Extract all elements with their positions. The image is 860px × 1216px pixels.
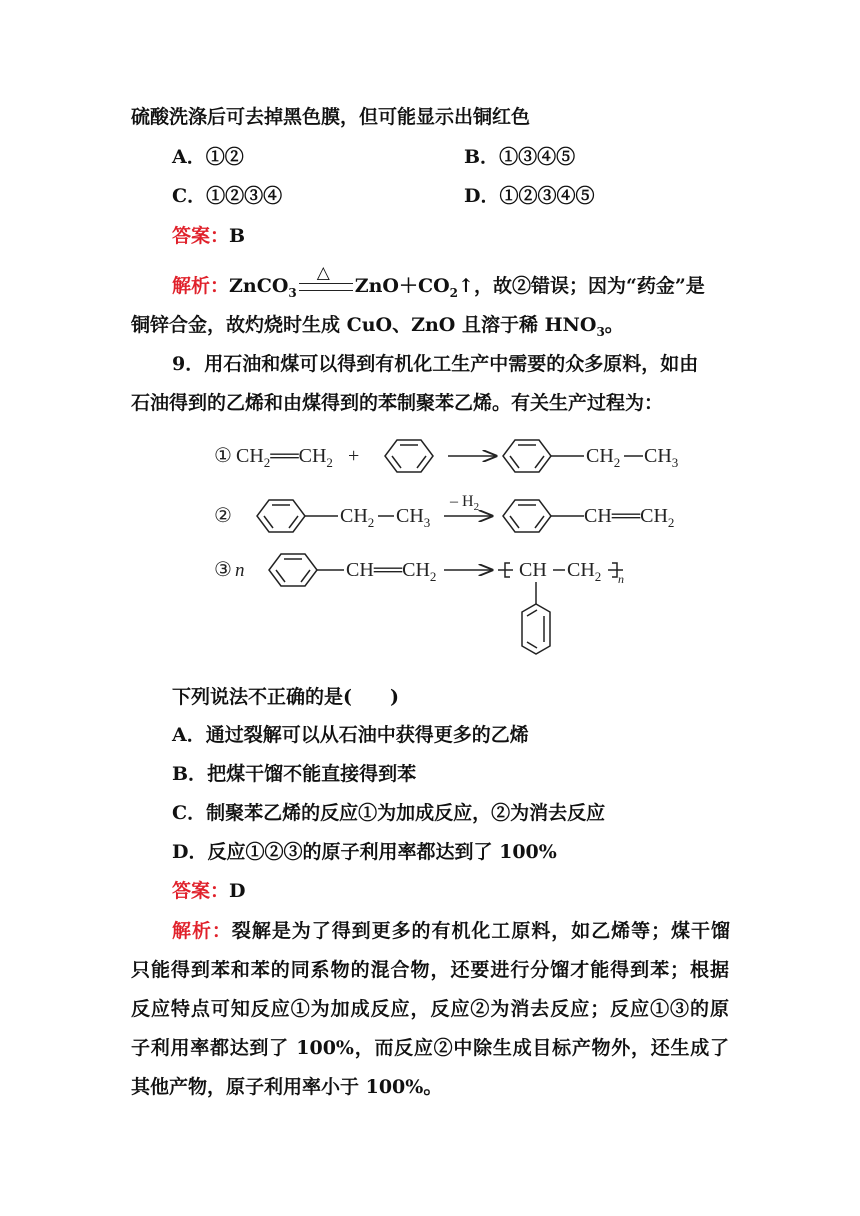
q9-option-b (172, 760, 416, 788)
continuation-line: 硫酸洗涤后可去掉黑色膜，但可能显示出铜红色 (131, 106, 531, 128)
q8-option-a (172, 143, 244, 171)
gas-arrow: ↑ (458, 275, 474, 297)
answer-label: 答案： (172, 880, 230, 902)
q9-analysis-line1 (172, 917, 730, 945)
polystyrene-chain: $CH_2$ (567, 559, 602, 584)
q9-analysis-line2: 只能得到苯和苯的同系物的混合物，还要进行分馏才能得到苯；根据 (131, 959, 729, 981)
q9-option-c (172, 799, 605, 827)
styrene-vinyl: $CH══CH_2$ (584, 505, 675, 530)
option-text: ①②③④⑤ (499, 185, 595, 207)
reaction-scheme (210, 420, 690, 676)
q9-analysis-line4: 子利用率都达到了 100%，而反应②中除生成目标产物外，还生成了 (131, 1037, 729, 1059)
option-label: A． (172, 724, 206, 746)
answer-value: D (229, 880, 246, 902)
analysis-text: 裂解是为了得到更多的有机化工原料，如乙烯等；煤干馏 (231, 920, 730, 942)
benzene-inner-bonds (527, 610, 537, 616)
option-label: B． (172, 763, 208, 785)
answer-value: B (229, 225, 246, 247)
eq-left: ZnCO (229, 275, 289, 297)
analysis-text: 铜锌合金，故灼烧时生成 CuO、ZnO 且溶于稀 HNO (131, 314, 597, 336)
benzene-inner-bonds (527, 642, 537, 648)
reaction-number: ③ (214, 559, 232, 581)
q9-question: 下列说法不正确的是( ) (172, 686, 399, 708)
option-label: C． (172, 185, 207, 207)
q8-option-b (464, 143, 575, 171)
dehydrogenation-condition: – $H_2$ (450, 493, 480, 513)
double-bar (299, 283, 353, 291)
formula-sub: 3 (596, 324, 605, 339)
option-text: ①③④⑤ (499, 146, 576, 168)
option-text: 制聚苯乙烯的反应①为加成反应，②为消去反应 (206, 802, 606, 824)
option-label: C． (172, 802, 207, 824)
option-label: D． (172, 841, 208, 863)
q9-stem-line1: 9．用石油和煤可以得到有机化工生产中需要的众多原料，如由 (172, 353, 699, 375)
reaction-number: ① (214, 445, 232, 467)
plus-sign: + (348, 445, 360, 467)
answer-label: 答案： (172, 225, 230, 247)
ethylbenzene-ch2: $CH_2$ (586, 445, 621, 470)
q9-option-a (172, 721, 529, 749)
q9-analysis-line3: 反应特点可知反应①为加成反应，反应②为消去反应；反应①③的原 (131, 998, 729, 1020)
ethylbenzene-ch2: $CH_2$ (340, 505, 375, 530)
ethylene-formula: $CH_2══CH_2$ (236, 445, 333, 470)
q9-answer (172, 877, 246, 905)
analysis-label: 解析： (172, 920, 232, 942)
styrene-vinyl: $CH══CH_2$ (346, 559, 437, 584)
analysis-label: 解析： (172, 275, 230, 297)
analysis-text: 。 (604, 314, 624, 336)
q9-analysis-line5: 其他产物，原子利用率小于 100%。 (131, 1076, 443, 1098)
eq-sub: 3 (288, 285, 297, 300)
analysis-text: ，故②错误；因为“药金”是 (473, 275, 705, 297)
polystyrene-chain: CH (519, 559, 547, 581)
option-label: B． (464, 146, 500, 168)
option-text: 把煤干馏不能直接得到苯 (207, 763, 417, 785)
polymer-count-n: n (235, 560, 245, 581)
heat-equal-sign (297, 263, 355, 297)
polymer-subscript-n: n (618, 572, 624, 586)
option-label: A． (172, 146, 206, 168)
q9-option-d (172, 838, 557, 866)
eq-sub: 2 (449, 285, 459, 300)
option-text: 反应①②③的原子利用率都达到了 100% (207, 841, 557, 863)
option-label: D． (464, 185, 500, 207)
option-text: ①②③④ (206, 185, 283, 207)
ethylbenzene-ch3: $CH_3$ (396, 505, 431, 530)
eq-right: ZnO＋CO (354, 275, 450, 297)
reaction-number: ② (214, 505, 232, 527)
option-text: 通过裂解可以从石油中获得更多的乙烯 (205, 724, 529, 746)
q8-answer (172, 222, 245, 250)
q8-analysis-line1 (172, 263, 705, 307)
q9-stem-line2: 石油得到的乙烯和由煤得到的苯制聚苯乙烯。有关生产过程为： (131, 392, 664, 414)
q8-option-c (172, 182, 282, 210)
q8-option-d (464, 182, 595, 210)
benzene-ring (522, 604, 550, 654)
q8-analysis-line2 (131, 311, 624, 346)
ethylbenzene-ch3: $CH_3$ (644, 445, 679, 470)
heat-condition: △ (316, 263, 330, 283)
option-text: ①② (205, 146, 244, 168)
